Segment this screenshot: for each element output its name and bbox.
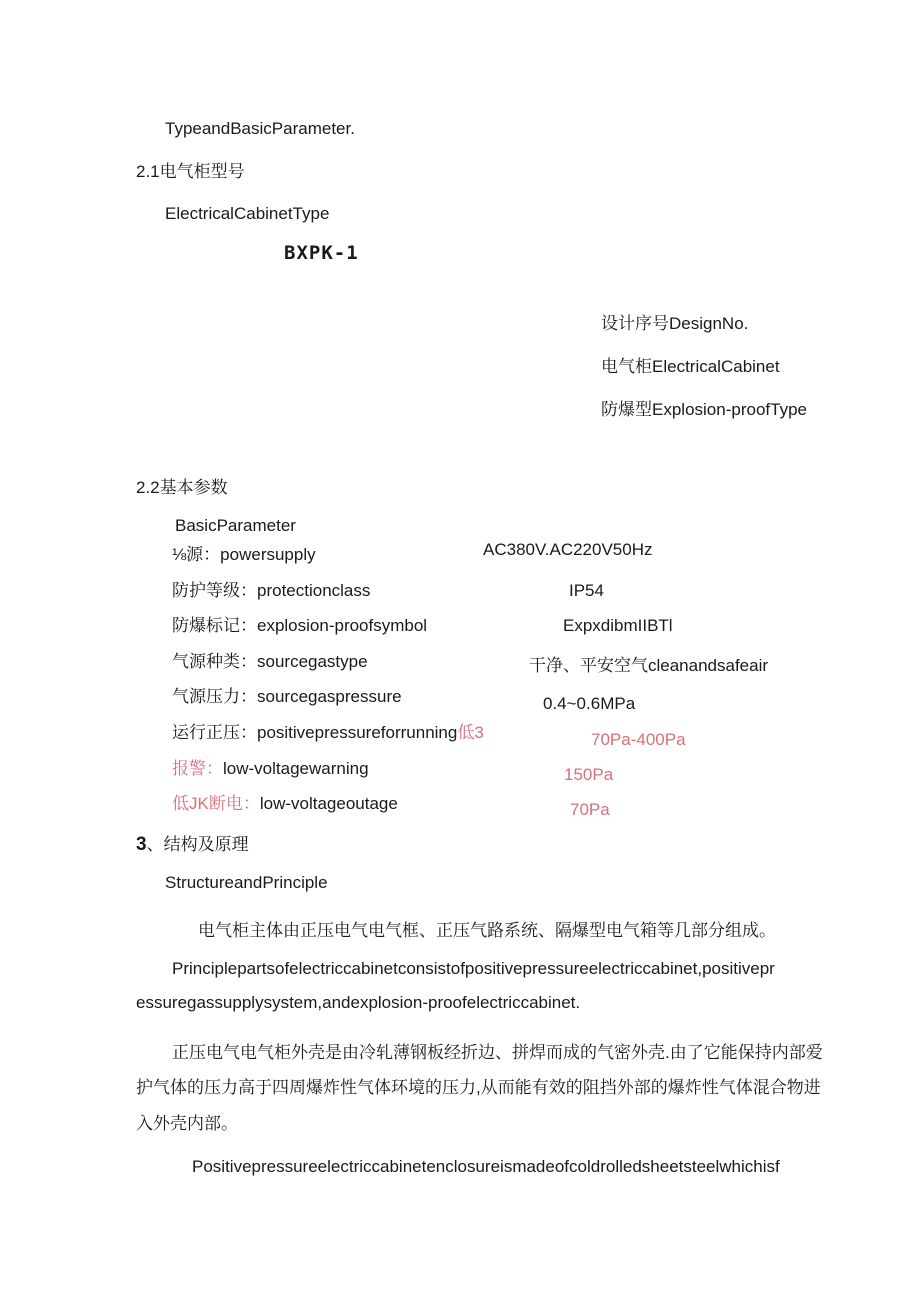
param-label-gas-type: 气源种类：sourcegastype — [172, 652, 368, 671]
section-3-heading — [136, 834, 249, 856]
param-value-warning: 150Pa — [564, 765, 614, 784]
paragraph-1-cn: 电气柜主体由正压电气电气框、正压气路系统、隔爆型电气箱等几部分组成。 — [198, 921, 776, 940]
param-value-protection: IP54 — [569, 581, 604, 600]
section-3-number: 3 — [136, 834, 147, 855]
param-label-protection: 防护等级：protectionclass — [172, 581, 371, 600]
model-code: BXPK-1 — [284, 242, 359, 264]
paragraph-1-en-line-1: Principlepartsofelectriccabinetconsistofpositivepressureelectriccabinet,positivepr — [172, 959, 775, 978]
param-value-running-pressure: 70Pa-400Pa — [591, 730, 686, 749]
param-value-gas-type: 干净、平安空气cleanandsafeair — [529, 656, 769, 675]
paragraph-2-cn-line-3: 入外壳内部。 — [136, 1114, 238, 1133]
param-label-power: ⅛源：powersupply — [172, 545, 316, 564]
running-pressure-text: 运行正压：positivepressureforrunning — [172, 723, 458, 742]
warning-label-en: low-voltagewarning — [223, 759, 369, 778]
outage-label-en: low-voltageoutage — [259, 794, 398, 813]
param-value-explosion-symbol: ExpxdibmIIBTl — [563, 616, 673, 635]
param-value-outage: 70Pa — [570, 800, 610, 819]
outage-label-cn: 低JK断电： — [172, 794, 260, 813]
section-2-2-heading: 2.2基本参数 — [136, 478, 228, 497]
legend-electrical-cabinet: 电气柜ElectricalCabinet — [601, 357, 780, 376]
param-value-gas-pressure: 0.4~0.6MPa — [543, 694, 636, 713]
paragraph-2-cn-line-2: 护气体的压力高于四周爆炸性气体环境的压力,从而能有效的阻挡外部的爆炸性气体混合物进 — [136, 1078, 821, 1097]
section-2-1-heading: 2.1电气柜型号 — [136, 162, 245, 181]
param-label-running-pressure — [172, 722, 484, 744]
section-3-title: 、结构及原理 — [146, 835, 249, 854]
param-value-power: AC380V.AC220V50Hz — [483, 540, 653, 559]
paragraph-1-en-line-2: essuregassupplysystem,andexplosion-proofelectriccabinet. — [136, 993, 581, 1012]
running-pressure-extra: 低3 — [457, 723, 484, 742]
paragraph-2-en-line-1: Positivepressureelectriccabinetenclosureismadeofcoldrolledsheetsteelwhichisf — [192, 1157, 780, 1176]
warning-label-cn: 报警： — [172, 759, 223, 778]
param-label-warning — [172, 758, 369, 780]
section-2-1-subtitle: ElectricalCabinetType — [165, 204, 330, 223]
section-3-subtitle: StructureandPrinciple — [165, 873, 328, 892]
type-basic-parameter-line: TypeandBasicParameter. — [165, 119, 355, 138]
section-2-2-subtitle: BasicParameter — [175, 516, 296, 535]
param-label-outage — [172, 793, 398, 815]
legend-design-no: 设计序号DesignNo. — [601, 314, 749, 333]
param-label-gas-pressure: 气源压力：sourcegaspressure — [172, 687, 402, 706]
paragraph-2-cn-line-1: 正压电气电气柜外壳是由冷轧薄钢板经折边、拼焊而成的气密外壳.由了它能保持内部爱 — [172, 1043, 823, 1062]
param-label-explosion-symbol: 防爆标记：explosion-proofsymbol — [172, 616, 428, 635]
legend-explosion-proof-type: 防爆型Explosion-proofType — [601, 400, 807, 419]
